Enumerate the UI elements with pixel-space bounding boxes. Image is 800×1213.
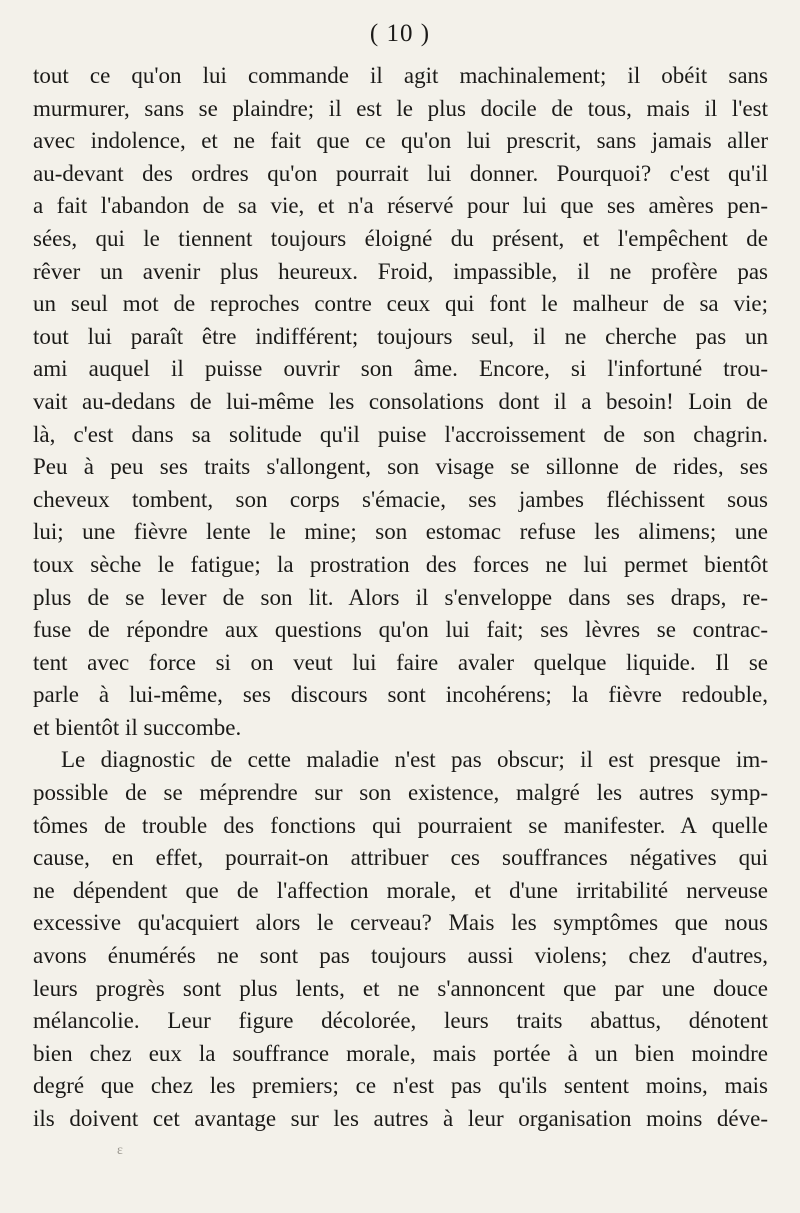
text-line: lui; une fièvre lente le mine; son estomac refuse les alimens; une (33, 519, 768, 545)
text-line: là, c'est dans sa solitude qu'il puise l'accroissement de son chagrin. (33, 421, 768, 447)
text-line: leurs progrès sont plus lents, et ne s'annoncent que par une douce (33, 975, 768, 1001)
body-text (33, 60, 768, 1136)
text-line: tent avec force si on veut lui faire avaler quelque liquide. Il se (33, 649, 768, 675)
text-line: rêver un avenir plus heureux. Froid, impassible, il ne profère pas (33, 258, 768, 284)
text-line: ne dépendent que de l'affection morale, et d'une irritabilité nerveuse (33, 877, 768, 903)
text-line: excessive qu'acquiert alors le cerveau? Mais les symptômes que nous (33, 910, 768, 936)
text-line: tômes de trouble des fonctions qui pourraient se manifester. A quelle (33, 812, 768, 838)
text-line: plus de se lever de son lit. Alors il s'enveloppe dans ses draps, re- (33, 584, 768, 610)
text-line: ils doivent cet avantage sur les autres à leur organisation moins déve- (33, 1106, 768, 1131)
text-line: fuse de répondre aux questions qu'on lui fait; ses lèvres se contrac- (33, 617, 768, 643)
text-line: mélancolie. Leur figure décolorée, leurs traits abattus, dénotent (33, 1008, 768, 1034)
text-line: et bientôt il succombe. (33, 714, 242, 740)
text-line: bien chez eux la souffrance morale, mais portée à un bien moindre (33, 1040, 768, 1066)
page-number: ( 10 ) (369, 20, 431, 47)
text-line: tout ce qu'on lui commande il agit machinalement; il obéit sans (33, 63, 768, 88)
text-line: Le diagnostic de cette maladie n'est pas obscur; il est presque im- (61, 747, 768, 773)
footer-mark: ε (117, 1143, 123, 1158)
text-line: parle à lui-même, ses discours sont incohérens; la fièvre redouble, (33, 682, 768, 708)
text-line: sées, qui le tiennent toujours éloigné du présent, et l'empêchent de (33, 225, 768, 251)
text-line: vait au-dedans de lui-même les consolations dont il a besoin! Loin de (33, 388, 768, 414)
text-line: au-devant des ordres qu'on pourrait lui donner. Pourquoi? c'est qu'il (33, 160, 768, 186)
text-line: ami auquel il puisse ouvrir son âme. Encore, si l'infortuné trou- (33, 356, 768, 382)
text-line: un seul mot de reproches contre ceux qui font le malheur de sa vie; (33, 291, 768, 317)
paragraph-2 (33, 744, 768, 1135)
text-line: murmurer, sans se plaindre; il est le plus docile de tous, mais il l'est (33, 95, 768, 121)
paragraph-1 (33, 60, 768, 744)
text-line: avons énumérés ne sont pas toujours aussi violens; chez d'autres, (33, 943, 768, 969)
text-line: cause, en effet, pourrait-on attribuer ces souffrances négatives qui (33, 845, 768, 871)
text-line: tout lui paraît être indifférent; toujours seul, il ne cherche pas un (33, 323, 768, 349)
text-line: cheveux tombent, son corps s'émacie, ses jambes fléchissent sous (33, 486, 768, 512)
text-line: Peu à peu ses traits s'allongent, son visage se sillonne de rides, ses (33, 454, 768, 480)
text-line: degré que chez les premiers; ce n'est pas qu'ils sentent moins, mais (33, 1073, 768, 1099)
text-line: toux sèche le fatigue; la prostration des forces ne lui permet bientôt (33, 551, 768, 577)
text-line: avec indolence, et ne fait que ce qu'on lui prescrit, sans jamais aller (33, 128, 768, 154)
text-line: possible de se méprendre sur son existence, malgré les autres symp- (33, 780, 768, 806)
text-line: a fait l'abandon de sa vie, et n'a réservé pour lui que ses amères pen- (33, 193, 768, 219)
